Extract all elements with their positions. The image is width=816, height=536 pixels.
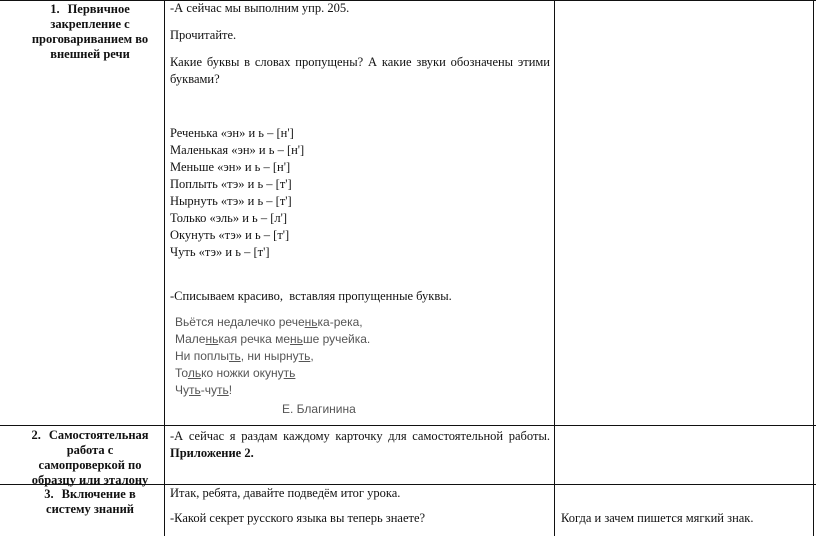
- inserted-letters: нь: [304, 315, 318, 329]
- poem-text: кая речка ме: [218, 332, 291, 346]
- poem-line: [175, 331, 395, 348]
- word-analysis-line: Поплыть «тэ» и ь – [т']: [170, 177, 292, 191]
- poem-author: Е. Благинина: [282, 402, 356, 416]
- word-analysis-line: Нырнуть «тэ» и ь – [т']: [170, 194, 292, 208]
- poem-text: То: [175, 366, 188, 380]
- poem-text: ка-река,: [317, 315, 363, 329]
- inserted-letters: нь: [290, 332, 303, 346]
- poem-line: [175, 382, 395, 399]
- row-divider-1: [0, 425, 816, 426]
- stage-3-title: [20, 487, 160, 517]
- poem-text: Ни поплы: [175, 349, 229, 363]
- stage-title-line: проговариванием во: [31, 32, 149, 46]
- word-analysis-line: Реченька «эн» и ь – [н']: [170, 126, 294, 140]
- summary-text: Итак, ребята, давайте подведём итог урока.: [170, 486, 401, 500]
- poem-text: -чу: [200, 383, 217, 397]
- intro-text: -А сейчас мы выполним упр. 205.: [170, 1, 350, 15]
- poem-text: ,: [310, 349, 314, 363]
- inserted-letters: ль: [187, 366, 202, 380]
- word-analysis-line: Меньше «эн» и ь – [н']: [170, 160, 291, 174]
- expected-answer: Когда и зачем пишется мягкий знак.: [561, 511, 754, 525]
- poem-line: [175, 365, 395, 382]
- inserted-letters: ть: [229, 349, 241, 363]
- question-text: Какие буквы в словах пропущены? А какие звуки обозначены этими буквами?: [170, 55, 550, 86]
- poem-text: Вьётся недалечко рече: [175, 315, 305, 329]
- poem-lines: [175, 314, 395, 399]
- poem-text: !: [228, 383, 233, 397]
- stage-title-line: работа с: [66, 443, 114, 457]
- appendix-reference: Приложение 2.: [170, 446, 254, 460]
- inserted-letters: ть: [217, 383, 229, 397]
- poem-text: Чу: [175, 383, 189, 397]
- col-divider-2: [554, 0, 555, 536]
- independent-work-text: [170, 428, 550, 462]
- poem-text: ше ручейка.: [302, 332, 371, 346]
- poem-text: Мале: [175, 332, 206, 346]
- word-analysis-line: Только «эль» и ь – [л']: [170, 211, 288, 225]
- stage-title-line: Первичное: [67, 2, 130, 16]
- word-analysis-line: Окунуть «тэ» и ь – [т']: [170, 228, 290, 242]
- stage-title-line: закрепление с: [50, 17, 130, 31]
- poem-line: [175, 348, 395, 365]
- stage-title-line: образцу или эталону: [31, 473, 149, 487]
- word-analysis-line: Чуть «тэ» и ь – [т']: [170, 245, 270, 259]
- stage-2-title: [20, 428, 160, 488]
- poem-text: , ни нырну: [240, 349, 299, 363]
- independent-work-instruction: -А сейчас я раздам каждому карточку для самостоятельной работы.: [170, 429, 550, 443]
- table-border-right: [813, 0, 814, 536]
- stage-title-line: Самостоятельная: [48, 428, 149, 442]
- inserted-letters: ть: [298, 349, 311, 363]
- inserted-letters: ть: [189, 383, 201, 397]
- inserted-letters: ть: [283, 366, 296, 380]
- stage-number: 1.: [50, 2, 60, 16]
- stage-1-title: [20, 2, 160, 62]
- poem-text: ко ножки окуну: [201, 366, 284, 380]
- poem-excerpt: [175, 314, 395, 416]
- inserted-letters: нь: [205, 332, 219, 346]
- stage-title-line: Включение в: [61, 487, 136, 501]
- summary-question: -Какой секрет русского языка вы теперь знаете?: [170, 511, 426, 525]
- read-instruction: Прочитайте.: [170, 28, 237, 42]
- table-border-top: [0, 0, 816, 1]
- stage-title-line: самопроверкой по: [38, 458, 142, 472]
- stage-title-line: внешней речи: [50, 47, 130, 61]
- copy-task-text: -Списываем красиво, вставляя пропущенные буквы.: [170, 289, 452, 303]
- stage-number: 2.: [31, 428, 41, 442]
- poem-line: [175, 314, 395, 331]
- word-analysis-line: Маленькая «эн» и ь – [н']: [170, 143, 305, 157]
- stage-title-line: систему знаний: [46, 502, 134, 516]
- col-divider-1: [164, 0, 165, 536]
- stage-number: 3.: [44, 487, 54, 501]
